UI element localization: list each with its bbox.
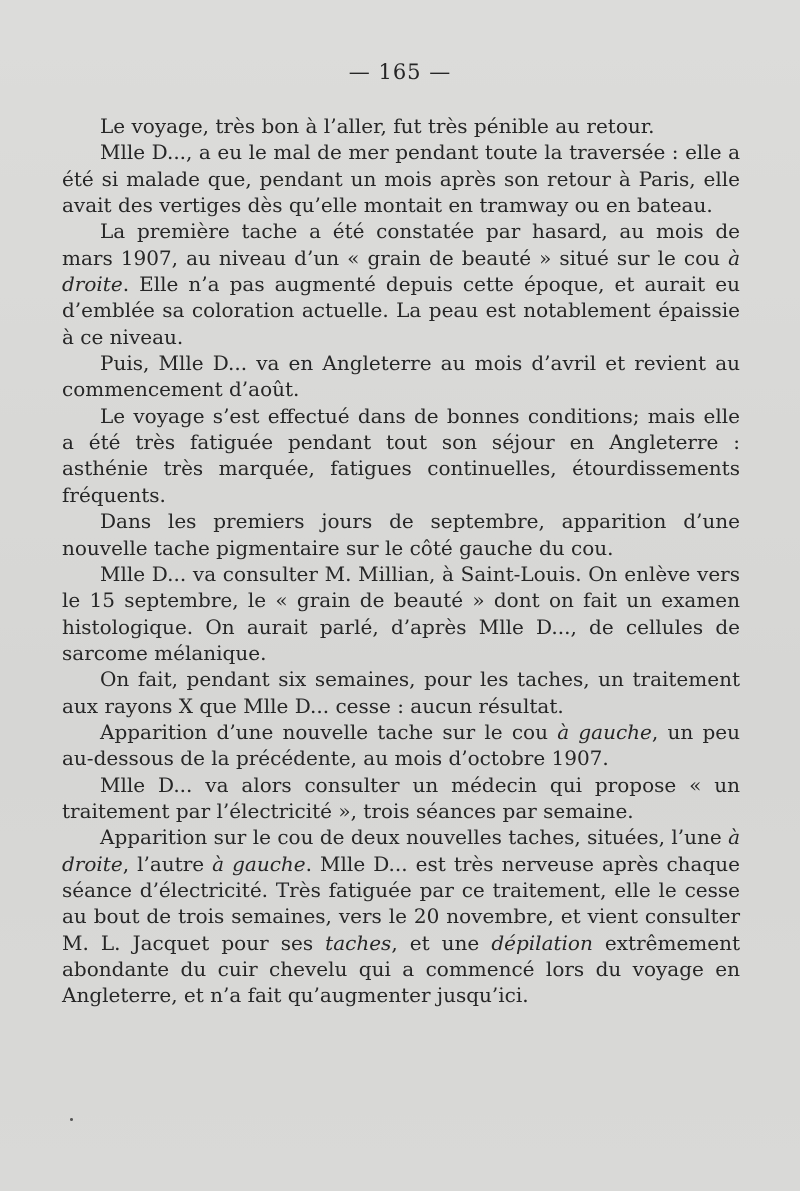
text-run: Le voyage, très bon à l’aller, fut très pénible au retour. bbox=[100, 114, 655, 138]
paragraph bbox=[62, 666, 740, 719]
text-run: On fait, pendant six semaines, pour les taches, un traitement aux rayons X que Mlle D... cesse : aucun résultat. bbox=[62, 667, 740, 718]
text-run: Mlle D... va consulter M. Millian, à Saint-Louis. On enlève vers le 15 septembre, le « grain de beauté » dont on fait un examen histologique. On aurait parlé, d’après Mlle D..., de cellules de sarcome mélanique. bbox=[62, 561, 740, 665]
scan-speck bbox=[70, 1118, 73, 1121]
paragraph bbox=[62, 772, 740, 825]
italic-text-run: à droite bbox=[62, 825, 740, 876]
text-run: La première tache a été constatée par hasard, au mois de mars 1907, au niveau d’un « grain de beauté » situé sur le cou bbox=[62, 219, 740, 270]
page-number: — 165 — bbox=[348, 60, 452, 84]
text-run: , l’autre bbox=[122, 851, 213, 876]
text-run: Mlle D..., a eu le mal de mer pendant toute la traversée : elle a été si malade que, pendant un mois après son retour à Paris, elle avait des vertiges dès qu’elle montait en tramway ou en bateau. bbox=[62, 140, 740, 218]
italic-text-run: taches bbox=[325, 930, 392, 955]
text-run: Dans les premiers jours de septembre, apparition d’une nouvelle tache pigmentaire sur le côté gauche du cou. bbox=[62, 509, 740, 560]
paragraph bbox=[62, 218, 740, 350]
paragraph bbox=[62, 508, 740, 561]
text-run: , et une bbox=[391, 930, 492, 955]
paragraph bbox=[62, 350, 740, 403]
paragraph bbox=[62, 719, 740, 772]
paragraph bbox=[62, 824, 740, 1008]
text-run: , un peu au-dessous de la précédente, au mois d’octobre 1907. bbox=[62, 719, 740, 771]
text-run: Le voyage s’est effectué dans de bonnes conditions; mais elle a été très fatiguée pendant tout son séjour en Angleterre : asthénie très marquée, fatigues continuelles, étourdissements fréquents. bbox=[62, 403, 740, 507]
text-run: Mlle D... va alors consulter un médecin qui propose « un traitement par l’électricité », trois séances par semaine. bbox=[62, 772, 740, 823]
italic-text-run: dépilation bbox=[491, 930, 593, 955]
paragraph bbox=[62, 561, 740, 666]
text-run: Puis, Mlle D... va en Angleterre au mois d’avril et revient au commencement d’août. bbox=[62, 351, 740, 402]
text-run: Apparition sur le cou de deux nouvelles taches, situées, l’une bbox=[100, 825, 729, 850]
text-run: Apparition d’une nouvelle tache sur le cou bbox=[100, 719, 558, 744]
body-text bbox=[62, 113, 740, 1009]
paragraph bbox=[62, 403, 740, 508]
italic-text-run: à droite bbox=[62, 245, 740, 297]
paragraph bbox=[62, 113, 740, 139]
text-run: extrêmement abondante du cuir chevelu qui a commencé lors du voyage en Angleterre, et n’a fait qu’augmenter jusqu’ici. bbox=[62, 930, 740, 1008]
italic-text-run: à gauche bbox=[557, 719, 652, 744]
paragraph bbox=[62, 139, 740, 218]
italic-text-run: à gauche bbox=[212, 851, 306, 876]
text-run: . Mlle D... est très nerveuse après chaque séance d’électricité. Très fatiguée par ce traitement, elle le cesse au bout de trois semaines, vers le 20 novembre, et vient consulter M. L. Jacquet pour ses bbox=[62, 851, 740, 955]
text-run: . Elle n’a pas augmenté depuis cette époque, et aurait eu d’emblée sa coloration actuelle. La peau est notablement épaissie à ce niveau. bbox=[62, 272, 740, 349]
